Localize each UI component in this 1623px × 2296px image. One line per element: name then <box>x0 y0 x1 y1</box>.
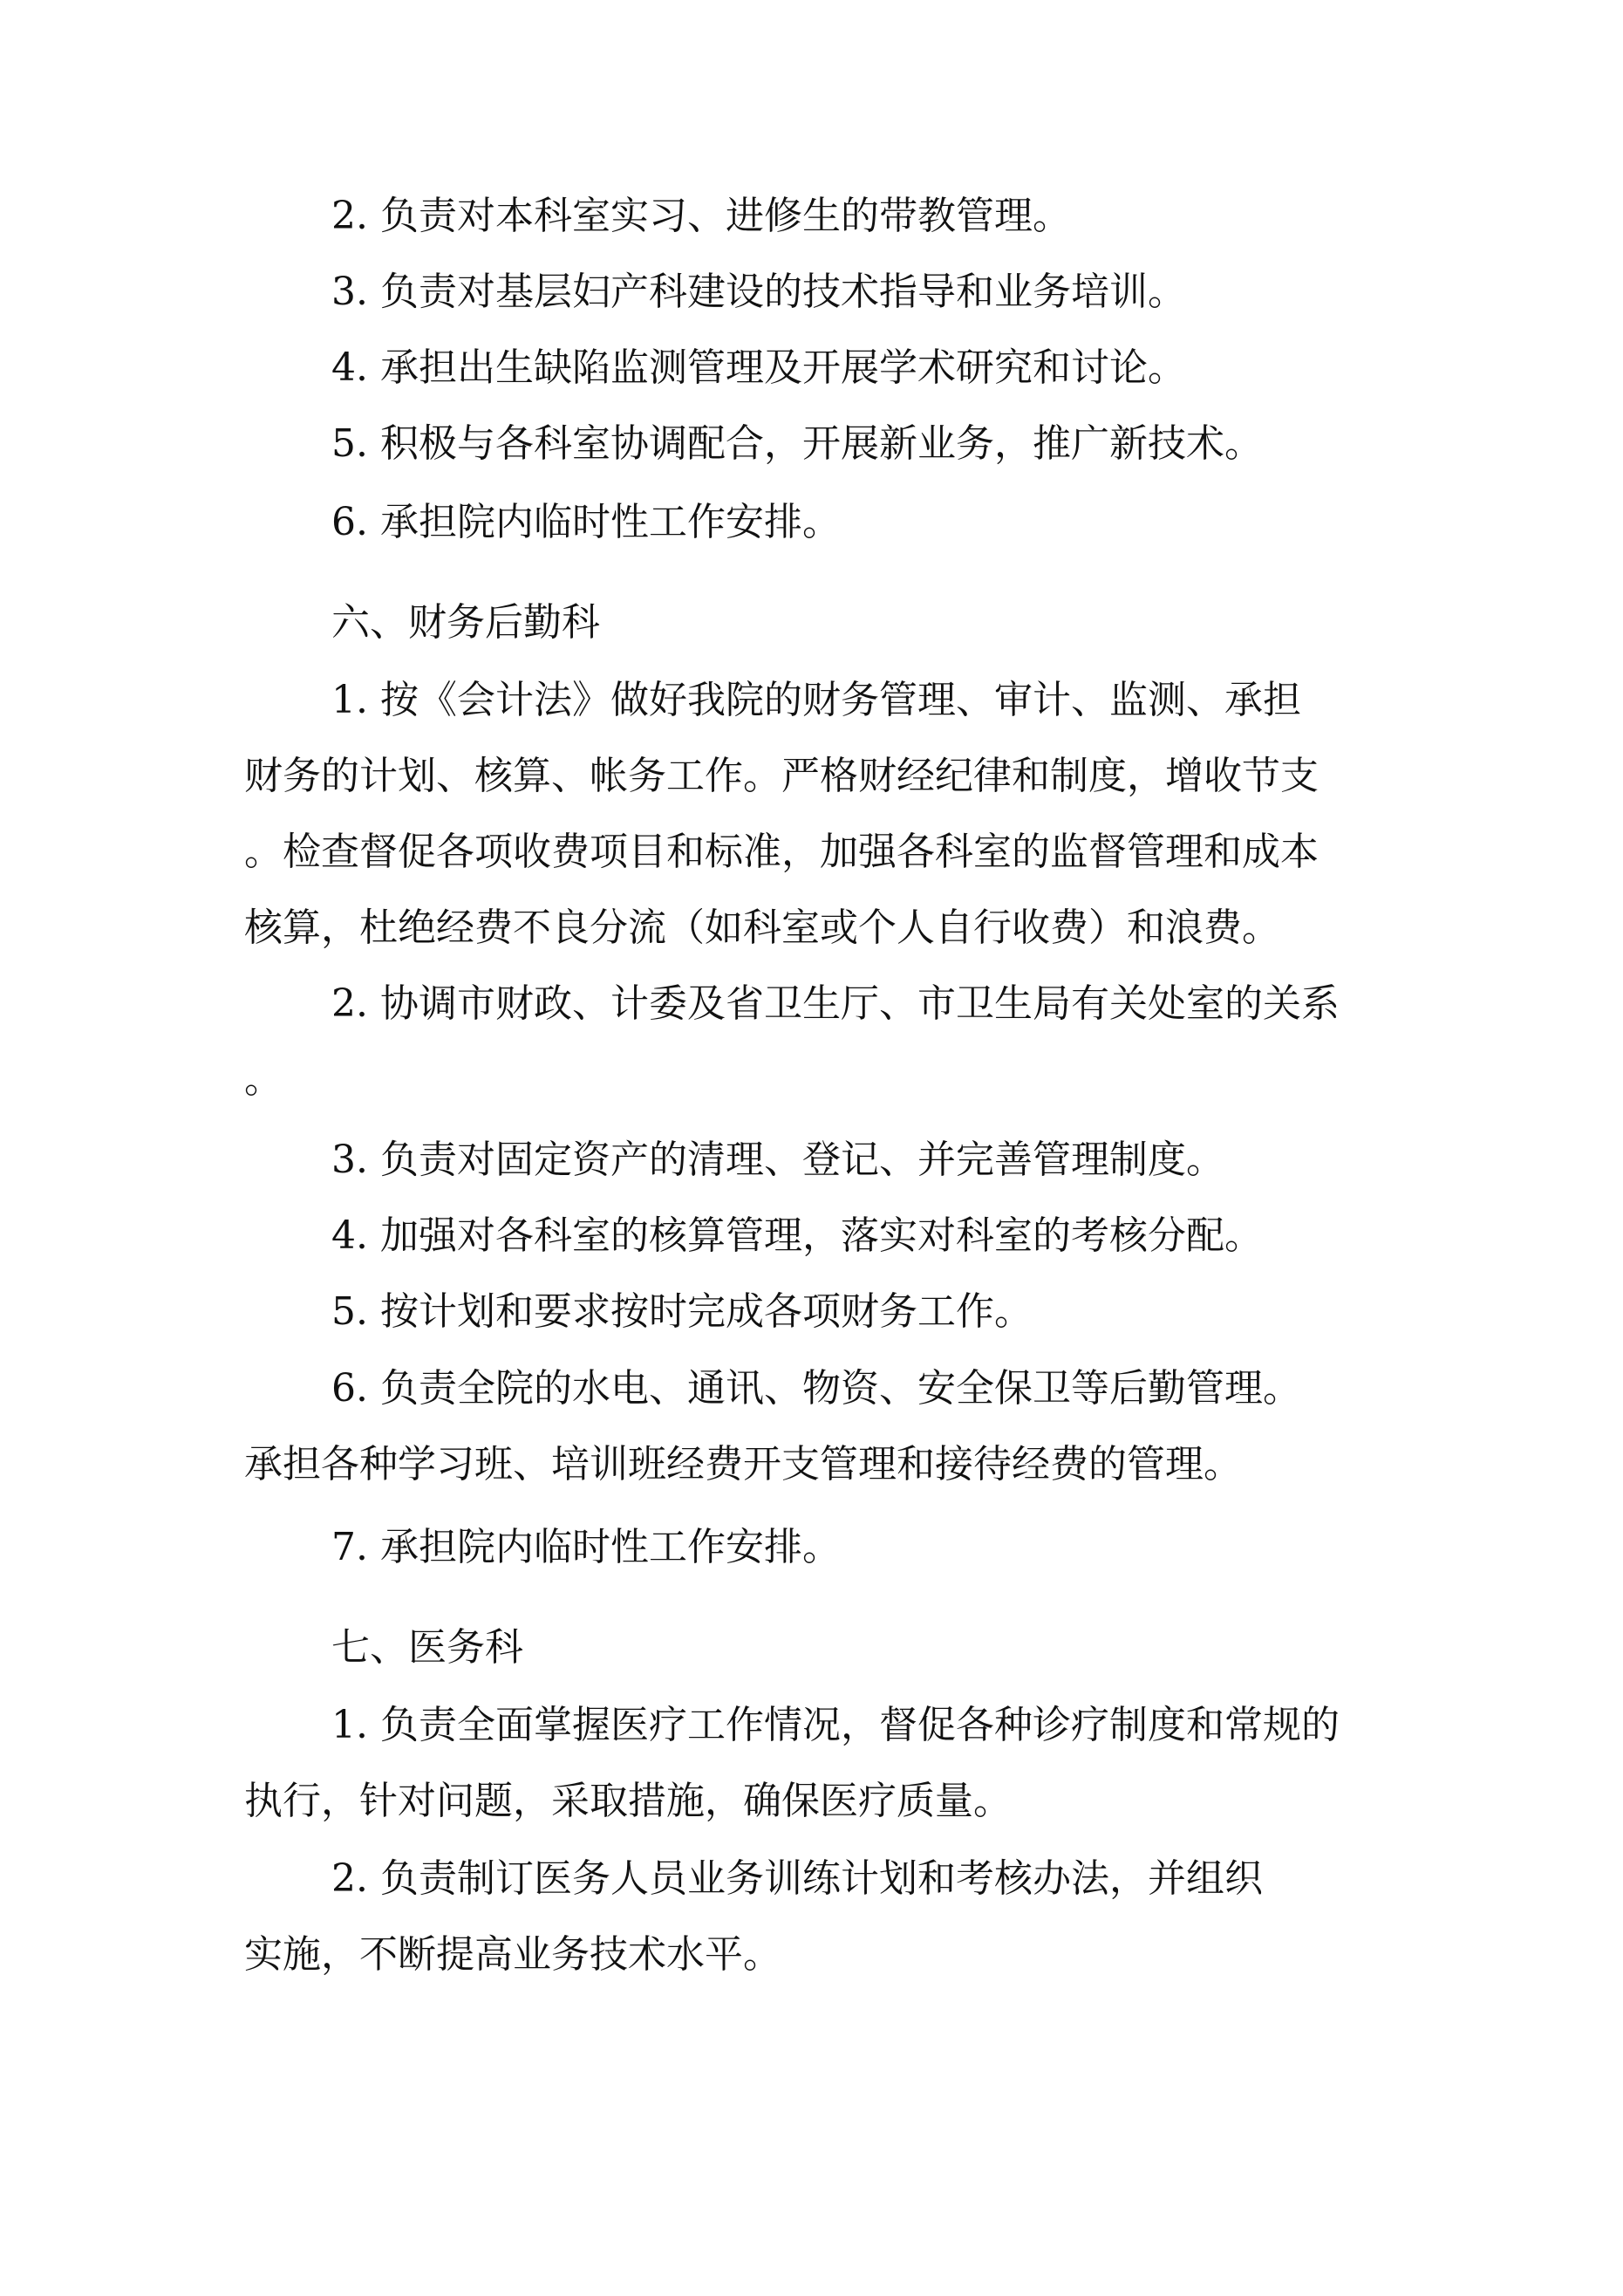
paragraph-line: 2. 协调市财政、计委及省卫生厅、市卫生局有关处室的关系 <box>331 981 1340 1026</box>
section-heading: 七、医务科 <box>331 1625 523 1670</box>
paragraph-line: 。 <box>244 1057 283 1102</box>
list-item: 5. 积极与各科室协调配合，开展新业务，推广新技术。 <box>331 421 1263 466</box>
paragraph-line: 承担各种学习班、培训班经费开支管理和接待经费的管理。 <box>244 1442 1242 1486</box>
list-item: 5. 按计划和要求按时完成各项财务工作。 <box>331 1289 1033 1334</box>
list-item: 6. 承担院内临时性工作安排。 <box>331 500 841 544</box>
paragraph-line: 2. 负责制订医务人员业务训练计划和考核办法，并组织 <box>331 1856 1263 1901</box>
paragraph-line: 执行，针对问题，采取措施，确保医疗质量。 <box>244 1779 1012 1823</box>
paragraph-line: 1. 负责全面掌握医疗工作情况，督促各种诊疗制度和常规的 <box>331 1703 1340 1747</box>
list-item: 3. 负责对固定资产的清理、登记、并完善管理制度。 <box>331 1138 1224 1182</box>
list-item: 4. 承担出生缺陷监测管理及开展学术研究和讨论。 <box>331 345 1186 390</box>
paragraph-line: 财务的计划、核算、帐务工作。严格财经纪律和制度，增收节支 <box>244 754 1319 798</box>
section-heading: 六、财务后勤科 <box>331 600 600 645</box>
paragraph-line: 。检查督促各项收费项目和标准，加强各科室的监督管理和成本 <box>244 830 1319 874</box>
list-item: 7. 承担院内临时性工作安排。 <box>331 1525 841 1569</box>
paragraph-line: 6. 负责全院的水电、通讯、物资、安全保卫等后勤管理。 <box>331 1366 1301 1411</box>
list-item: 4. 加强对各科室的核算管理，落实对科室的考核分配。 <box>331 1213 1263 1258</box>
list-item: 3. 负责对基层妇产科建设的技术指导和业务培训。 <box>331 270 1186 314</box>
paragraph-line: 实施，不断提高业务技术水平。 <box>244 1932 781 1977</box>
list-item: 2. 负责对本科室实习、进修生的带教管理。 <box>331 194 1071 238</box>
paragraph-line: 核算，杜绝经费不良分流（如科室或个人自行收费）和浪费。 <box>244 905 1280 950</box>
paragraph-line: 1. 按《会计法》做好我院的财务管理、审计、监测、承担 <box>331 678 1301 722</box>
